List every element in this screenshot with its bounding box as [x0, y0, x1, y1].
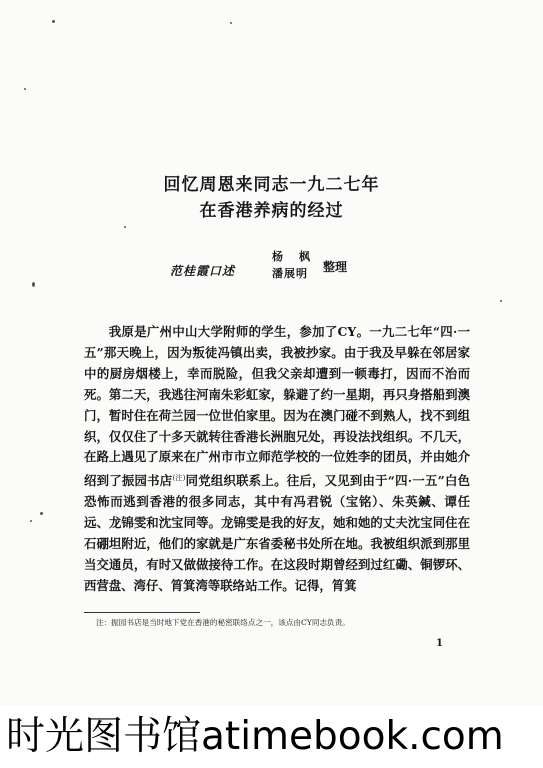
editor-role: 整理	[323, 260, 348, 274]
watermark-text: 时光图书馆atimebook.com	[6, 714, 504, 759]
editor-name-2: 潘展明	[272, 267, 308, 280]
scan-speck	[124, 226, 126, 228]
editor-names	[272, 248, 326, 282]
footnote: 注：振园书店是当时地下党在香港的秘密联络点之一，该点由CY同志负责。	[96, 618, 350, 627]
scan-speck	[30, 520, 32, 522]
narrator-credit: 范桂霞口述	[170, 264, 236, 278]
scan-speck	[500, 300, 502, 302]
footnote-reference: (注)	[172, 474, 186, 483]
scan-speck	[24, 88, 26, 90]
body-paragraph	[84, 322, 470, 597]
editor-name-1: 杨枫	[272, 250, 326, 263]
scan-speck	[230, 22, 232, 24]
article-title-line-2: 在香港养病的经过	[199, 201, 344, 221]
footnote-divider	[84, 612, 200, 613]
body-text-part-2: 同党组织联系上。往后，又见到由于“四·一五”白色恐怖而逃到香港的很多同志，其中有冯君锐（宝铭）、朱英鍼、谭任远、龙锦雯和沈宝同等。龙锦雯是我的好友，她和她的丈夫沈宝同住在石硼坦附近，他们的家就是广东省委秘书处所在地。我被组织派到那里当交通员，有时又做做接待工作。在这段时期曾经到过红磡、铜锣环、西营盘、湾仔、筲箕湾等联络站工作。记得，筲箕	[84, 473, 470, 593]
article-title-line-1: 回忆周恩来同志一九二七年	[163, 175, 380, 195]
page-number: 1	[436, 638, 443, 649]
article-body	[84, 322, 470, 597]
scan-speck	[52, 20, 55, 23]
watermark-banner	[0, 706, 543, 768]
scan-speck	[40, 512, 43, 515]
body-text-part-1: 我原是广州中山大学附师的学生，参加了CY。一九二七年“四·一五”那天晚上，因为叛徒冯镇出卖，我被抄家。由于我及早躲在邻居家中的厨房烟楼上，幸而脱险，但我父亲却遭到一顿毒打，因而不治而死。第二天，我逃往河南朱彩虹家，躲避了约一星期，再只身搭船到澳门，暂时住在荷兰园一位世伯家里。因为在澳门碰不到熟人，找不到组织，仅仅住了十多天就转往香港长洲胞兄处，再设法找组织。不几天，在路上遇见了原来在广州市市立师范学校的一位姓李的团员，并由她介绍到了振园书店	[84, 324, 470, 489]
scan-speck	[32, 282, 35, 287]
